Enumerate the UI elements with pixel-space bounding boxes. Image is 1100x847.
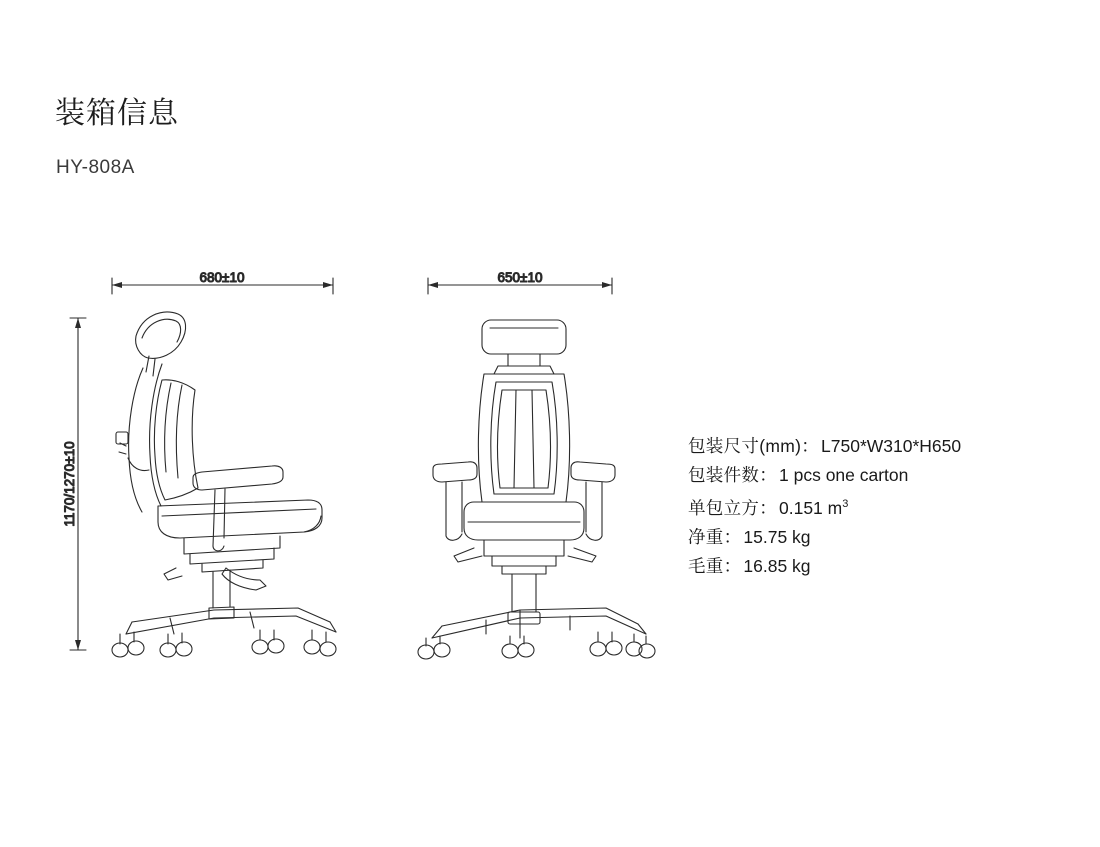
front-view-width-dimension bbox=[428, 270, 612, 294]
chair-front-view bbox=[418, 320, 655, 659]
side-height-label: 1170/1270±10 bbox=[62, 441, 77, 527]
page-title: 装箱信息 bbox=[55, 97, 179, 130]
spec-label: 包装件数： bbox=[688, 465, 777, 485]
spec-row-quantity bbox=[688, 461, 1078, 490]
spec-label: 单包立方： bbox=[688, 497, 777, 518]
spec-label: 净重： bbox=[688, 526, 742, 547]
model-code: HY-808A bbox=[56, 157, 135, 178]
packing-specs-list bbox=[688, 432, 1078, 581]
side-view-width-dimension bbox=[112, 270, 333, 294]
spec-value: 1 pcs one carton bbox=[779, 465, 909, 485]
side-width-label: 680±10 bbox=[199, 270, 245, 285]
spec-value: L750*W310*H650 bbox=[821, 436, 962, 456]
spec-value: 0.151 m bbox=[779, 497, 843, 518]
front-width-label: 650±10 bbox=[497, 270, 543, 285]
castor-group bbox=[112, 630, 336, 657]
spec-label: 毛重： bbox=[688, 555, 742, 576]
spec-row-dimensions bbox=[688, 432, 1078, 461]
chair-technical-drawing bbox=[50, 250, 690, 680]
spec-value: 15.75 kg bbox=[743, 526, 811, 547]
chair-side-view bbox=[112, 312, 336, 657]
side-view-height-dimension bbox=[62, 318, 86, 650]
spec-row-volume bbox=[688, 490, 1078, 523]
spec-value-exponent: 3 bbox=[842, 498, 849, 510]
spec-value: 16.85 kg bbox=[743, 555, 811, 576]
spec-row-gross-weight bbox=[688, 552, 1078, 581]
castor-group-front bbox=[418, 632, 655, 659]
spec-label: 包装尺寸(mm)： bbox=[688, 436, 820, 456]
spec-row-net-weight bbox=[688, 523, 1078, 552]
